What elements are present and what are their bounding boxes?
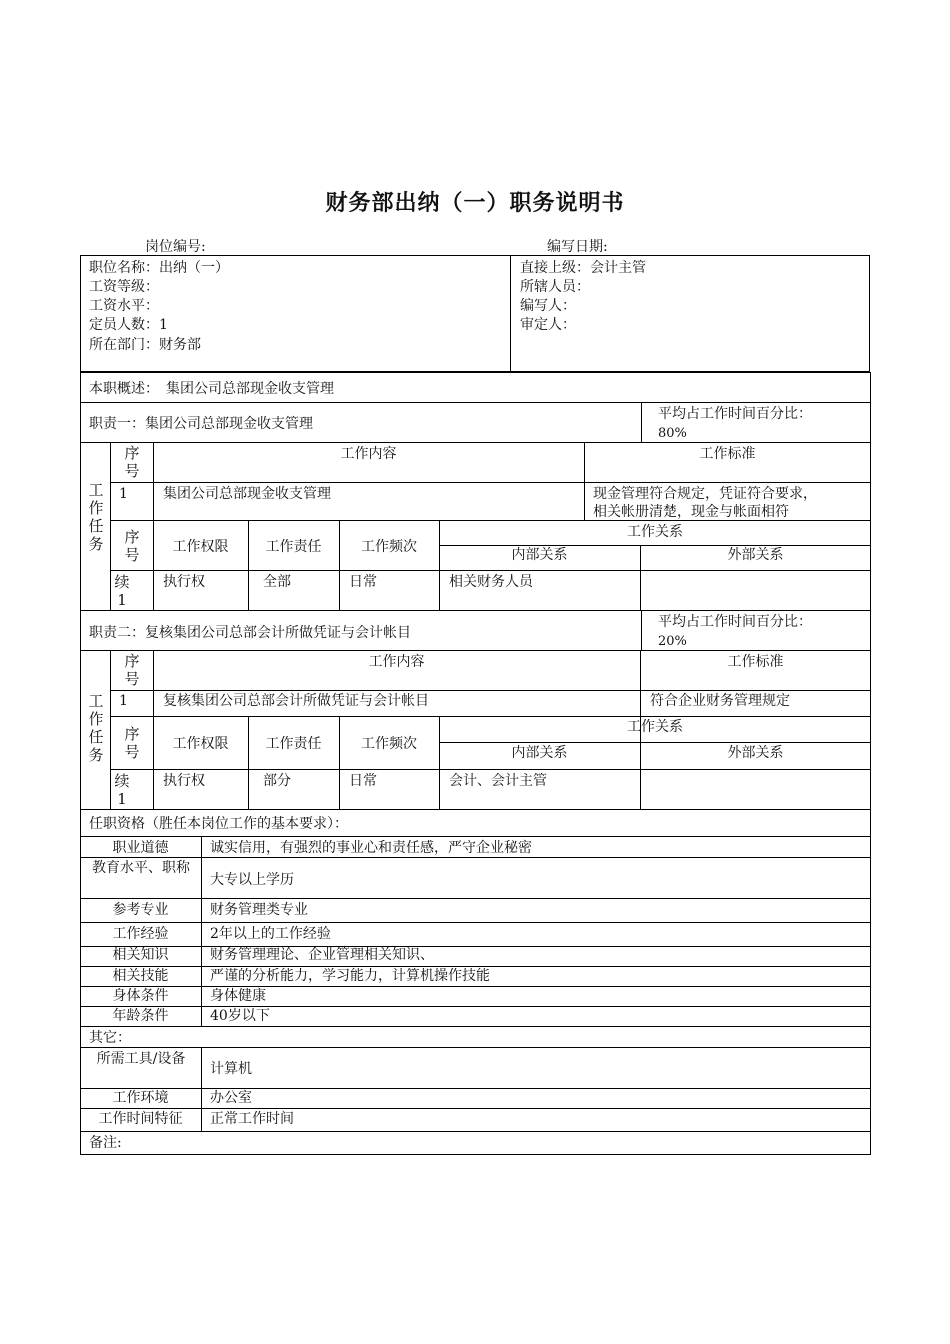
other-value-tools: 计算机 [210, 1061, 252, 1077]
qual-value-knowledge: 财务管理理论、企业管理相关知识、 [210, 947, 434, 963]
duty1-auth-header: 工作权限 [172, 539, 229, 555]
duty2-content-header: 工作内容 [368, 654, 425, 670]
duty2-external-header: 外部关系 [727, 745, 784, 761]
duty2-row-seq: 续1 [114, 772, 130, 808]
qual-label-experience: 工作经验 [112, 926, 169, 942]
duty2-internal: 会计、会计主管 [449, 773, 547, 789]
header-writer: 编写人： [520, 298, 576, 314]
duty2-side-label: 工作任务 [88, 692, 104, 764]
duty1-row-seq: 续1 [114, 573, 130, 609]
qual-label-health: 身体条件 [112, 988, 169, 1004]
qual-value-experience: 2年以上的工作经验 [210, 926, 331, 942]
duty2-seq: 1 [119, 693, 128, 709]
qual-value-health: 身体健康 [210, 988, 266, 1004]
header-salary-grade: 工资等级： [89, 279, 159, 295]
post-code-label: 岗位编号: [145, 239, 206, 255]
document-title: 财务部出纳（一）职务说明书 [325, 191, 625, 216]
header-reviewer: 审定人： [520, 317, 576, 333]
duty2-content: 复核集团公司总部会计所做凭证与会计帐目 [163, 693, 429, 709]
qual-value-skills: 严谨的分析能力，学习能力，计算机操作技能 [210, 968, 490, 984]
other-value-work-time: 正常工作时间 [210, 1111, 294, 1127]
duty1-freq: 日常 [349, 574, 377, 590]
duty1-auth: 执行权 [163, 574, 205, 590]
other-label-work-time: 工作时间特征 [98, 1111, 183, 1127]
duty1-internal-header: 内部关系 [511, 547, 568, 563]
duty1-standard-line1: 现金管理符合规定，凭证符合要求， [593, 486, 817, 502]
duty2-auth: 执行权 [163, 773, 205, 789]
duty2-standard-header: 工作标准 [727, 654, 784, 670]
duty1-standard-header: 工作标准 [699, 446, 756, 462]
duty2-title: 职责二：复核集团公司总部会计所做凭证与会计帐目 [89, 625, 411, 641]
header-department: 所在部门：财务部 [89, 337, 201, 353]
qualifications-header: 任职资格（胜任本岗位工作的基本要求）： [89, 816, 348, 832]
duty1-resp-header: 工作责任 [265, 539, 322, 555]
other-header: 其它： [89, 1030, 131, 1046]
duty1-percent: 80% [658, 426, 687, 441]
header-supervisor: 直接上级：会计主管 [520, 260, 646, 276]
duty2-percent: 20% [658, 634, 687, 649]
duty2-percent-label: 平均占工作时间百分比： [658, 614, 812, 630]
qual-label-skills: 相关技能 [112, 968, 169, 984]
duty1-content: 集团公司总部现金收支管理 [163, 486, 331, 502]
duty2-resp: 部分 [263, 773, 291, 789]
duty1-freq-header: 工作频次 [361, 539, 417, 555]
duty2-freq: 日常 [349, 773, 377, 789]
duty1-seq-header-2: 序号 [124, 528, 140, 564]
duty2-freq-header: 工作频次 [361, 736, 417, 752]
duty1-seq: 1 [119, 486, 128, 502]
duty2-resp-header: 工作责任 [265, 736, 322, 752]
duty1-internal: 相关财务人员 [449, 574, 533, 590]
header-subordinates: 所辖人员： [520, 279, 590, 295]
qual-label-education: 教育水平、职称 [92, 860, 190, 876]
qual-label-major: 参考专业 [112, 902, 169, 918]
duty1-relation-header: 工作关系 [627, 524, 683, 540]
duty1-side-label: 工作任务 [88, 481, 104, 553]
other-value-environment: 办公室 [210, 1090, 252, 1106]
duty1-content-header: 工作内容 [340, 446, 397, 462]
remarks-label: 备注: [89, 1135, 122, 1151]
qual-label-ethics: 职业道德 [112, 840, 169, 856]
duty1-resp: 全部 [263, 574, 291, 590]
duty1-standard-line2: 相关帐册清楚，现金与帐面相符 [593, 504, 789, 520]
duty1-external-header: 外部关系 [727, 547, 784, 563]
duty1-seq-header: 序号 [124, 444, 140, 480]
other-label-environment: 工作环境 [112, 1090, 169, 1106]
other-label-tools: 所需工具/设备 [96, 1051, 186, 1067]
duty2-internal-header: 内部关系 [511, 745, 568, 761]
header-salary-level: 工资水平： [89, 298, 159, 314]
duty2-seq-header: 序号 [124, 652, 140, 688]
overview-text: 本职概述： 集团公司总部现金收支管理 [89, 381, 334, 397]
duty2-seq-header-2: 序号 [124, 725, 140, 761]
qual-value-major: 财务管理类专业 [210, 902, 308, 918]
qual-value-education: 大专以上学历 [210, 872, 294, 888]
duty1-percent-label: 平均占工作时间百分比： [658, 406, 812, 422]
header-position-name: 职位名称：出纳（一） [89, 260, 229, 276]
qual-value-age: 40岁以下 [210, 1008, 270, 1024]
qual-value-ethics: 诚实信用，有强烈的事业心和责任感，严守企业秘密 [210, 840, 532, 856]
qual-label-knowledge: 相关知识 [112, 947, 169, 963]
duty2-auth-header: 工作权限 [172, 736, 229, 752]
duty1-title: 职责一：集团公司总部现金收支管理 [89, 416, 313, 432]
header-headcount: 定员人数：1 [89, 317, 168, 333]
write-date-label: 编写日期: [547, 239, 608, 255]
duty2-relation-header: 工作关系 [627, 719, 683, 735]
duty2-standard-line1: 符合企业财务管理规定 [650, 693, 790, 709]
qual-label-age: 年龄条件 [112, 1008, 169, 1024]
